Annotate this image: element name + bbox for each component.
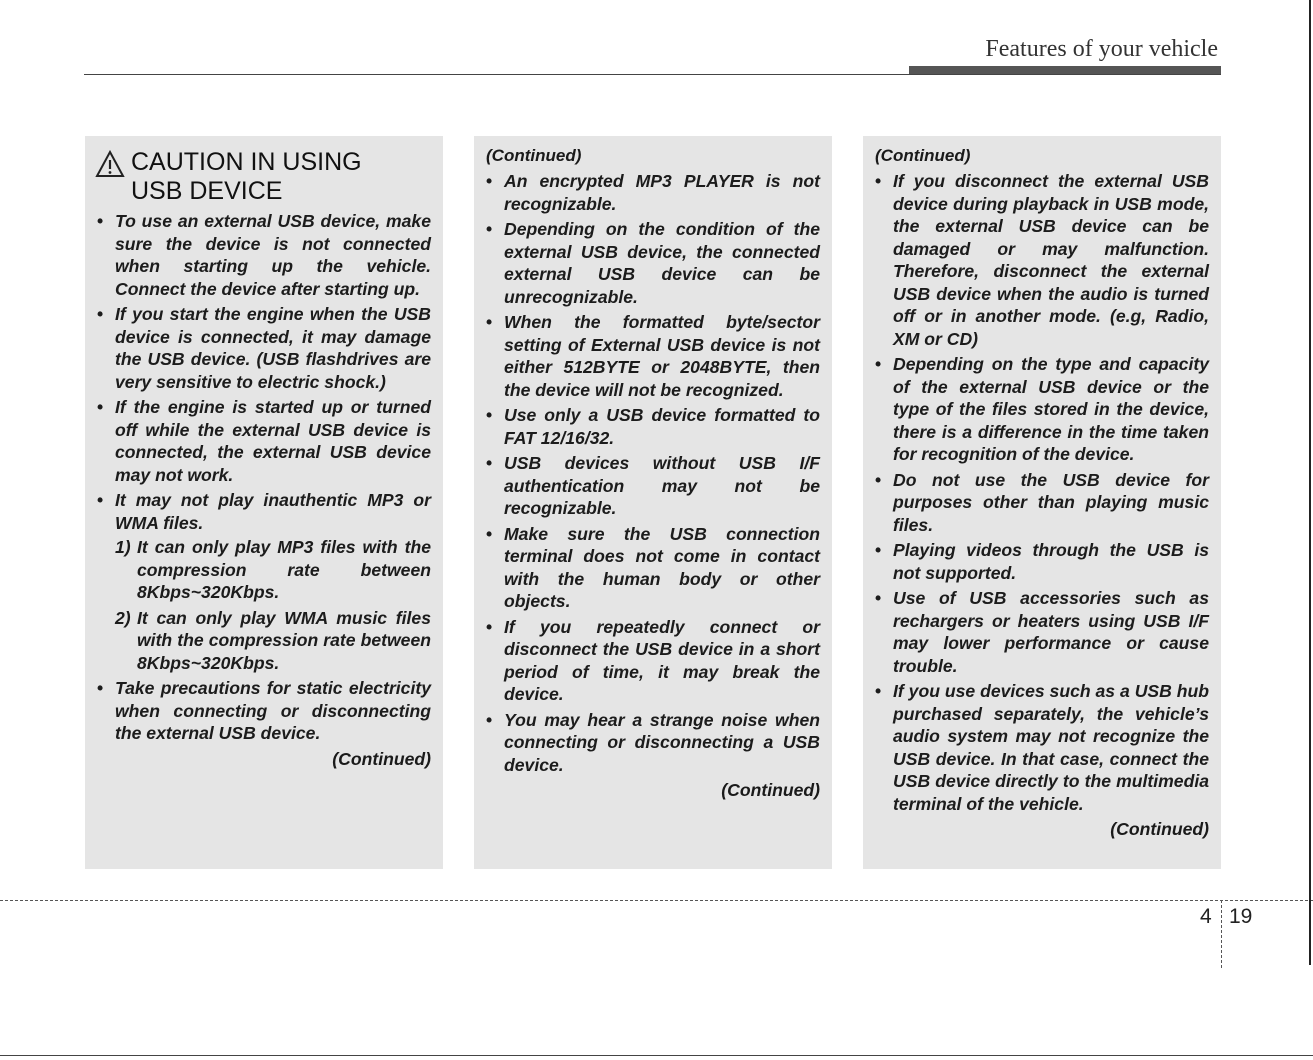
list-item: • Do not use the USB device for purposes other than playing music files. (875, 469, 1209, 535)
list-item: • USB devices without USB I/F authentication may not be recognizable. (486, 453, 820, 518)
list-item: • Make sure the USB connection terminal does not come in contact with the human body or other objects. (486, 523, 820, 611)
caution-heading (95, 148, 431, 206)
caution-list-2 (484, 170, 820, 776)
list-item: • Playing videos through the USB is not supported. (875, 540, 1209, 583)
page-chapter-number: 4 (1200, 905, 1212, 928)
caution-list-1 (95, 210, 431, 745)
list-item: • To use an external USB device, make sure the device is not connected when starting up the vehicle. Connect the device after starting up. (97, 211, 431, 299)
list-item: • If you repeatedly connect or disconnect the USB device in a short period of time, it may break the device. (486, 616, 820, 704)
list-item: • Use only a USB device formatted to FAT 12/16/32. (486, 405, 820, 448)
caution-list-3 (873, 170, 1209, 815)
page-number: 19 (1229, 905, 1253, 928)
list-item: • Take precautions for static electricity when connecting or disconnecting the external USB device. (97, 678, 431, 743)
sub-list-item: 2) It can only play WMA music files with the compression rate between 8Kbps~320Kbps. (115, 607, 431, 673)
continued-label: (Continued) (332, 748, 431, 769)
continued-label-top: (Continued) (875, 146, 971, 165)
continued-label: (Continued) (721, 780, 820, 800)
sub-list-item: 1) It can only play MP3 files with the compression rate between 8Kbps~320Kbps. (115, 537, 431, 602)
list-item: • If you use devices such as a USB hub purchased separately, the vehicle’s audio system may not recognize the USB device. In that case, connect the USB device directly to the multimedia terminal of the vehicle. (875, 681, 1209, 814)
page-number-divider (1221, 900, 1222, 968)
list-item: • If you start the engine when the USB device is connected, it may damage the USB device. (USB flashdrives are very sensitive to electric shock.) (97, 304, 431, 392)
list-item: • Depending on the condition of the external USB device, the connected external USB device can be unrecognizable. (486, 219, 820, 307)
list-item: • It may not play inauthentic MP3 or WMA files. 1) It can only play MP3 files with the compression rate between 8Kbps~320Kbps. 2) It can only play WMA music files with the compression rate between 8Kbps~320Kbps. (97, 490, 431, 673)
list-item: • If you disconnect the external USB device during playback in USB mode, the external USB device can be damaged or may malfunction. Therefore, disconnect the external USB device when the audio is turned off or in another mode. (e.g, Radio, XM or CD) (875, 171, 1209, 349)
list-item: • An encrypted MP3 PLAYER is not recognizable. (486, 171, 820, 214)
caution-panel-3 (863, 136, 1221, 869)
continued-label-top: (Continued) (486, 146, 582, 165)
caution-panel-1 (85, 136, 443, 869)
list-item: • When the formatted byte/sector setting of External USB device is not either 512BYTE or 2048BYTE, then the device will not be recognized. (486, 312, 820, 400)
caution-title-line2: USB DEVICE (131, 177, 283, 205)
sub-list (115, 536, 431, 674)
caution-panel-2 (474, 136, 832, 869)
page-edge-line (1309, 0, 1311, 965)
footer-dashed-rule (0, 900, 1313, 901)
list-item: • If the engine is started up or turned off while the external USB device is connected, the external USB device may not work. (97, 397, 431, 485)
header-rule (84, 74, 1221, 75)
list-item: • Use of USB accessories such as rechargers or heaters using USB I/F may lower performance or cause trouble. (875, 588, 1209, 676)
page-header-title: Features of your vehicle (985, 36, 1218, 62)
list-item: • You may hear a strange noise when connecting or disconnecting a USB device. (486, 709, 820, 775)
continued-label: (Continued) (1110, 819, 1209, 839)
bottom-rule (0, 1055, 1313, 1056)
caution-title-line1: CAUTION IN USING (131, 148, 362, 176)
list-item: • Depending on the type and capacity of the external USB device or the type of the files stored in the device, there is a difference in the time taken for recognition of the device. (875, 354, 1209, 464)
warning-triangle-icon (95, 150, 125, 178)
